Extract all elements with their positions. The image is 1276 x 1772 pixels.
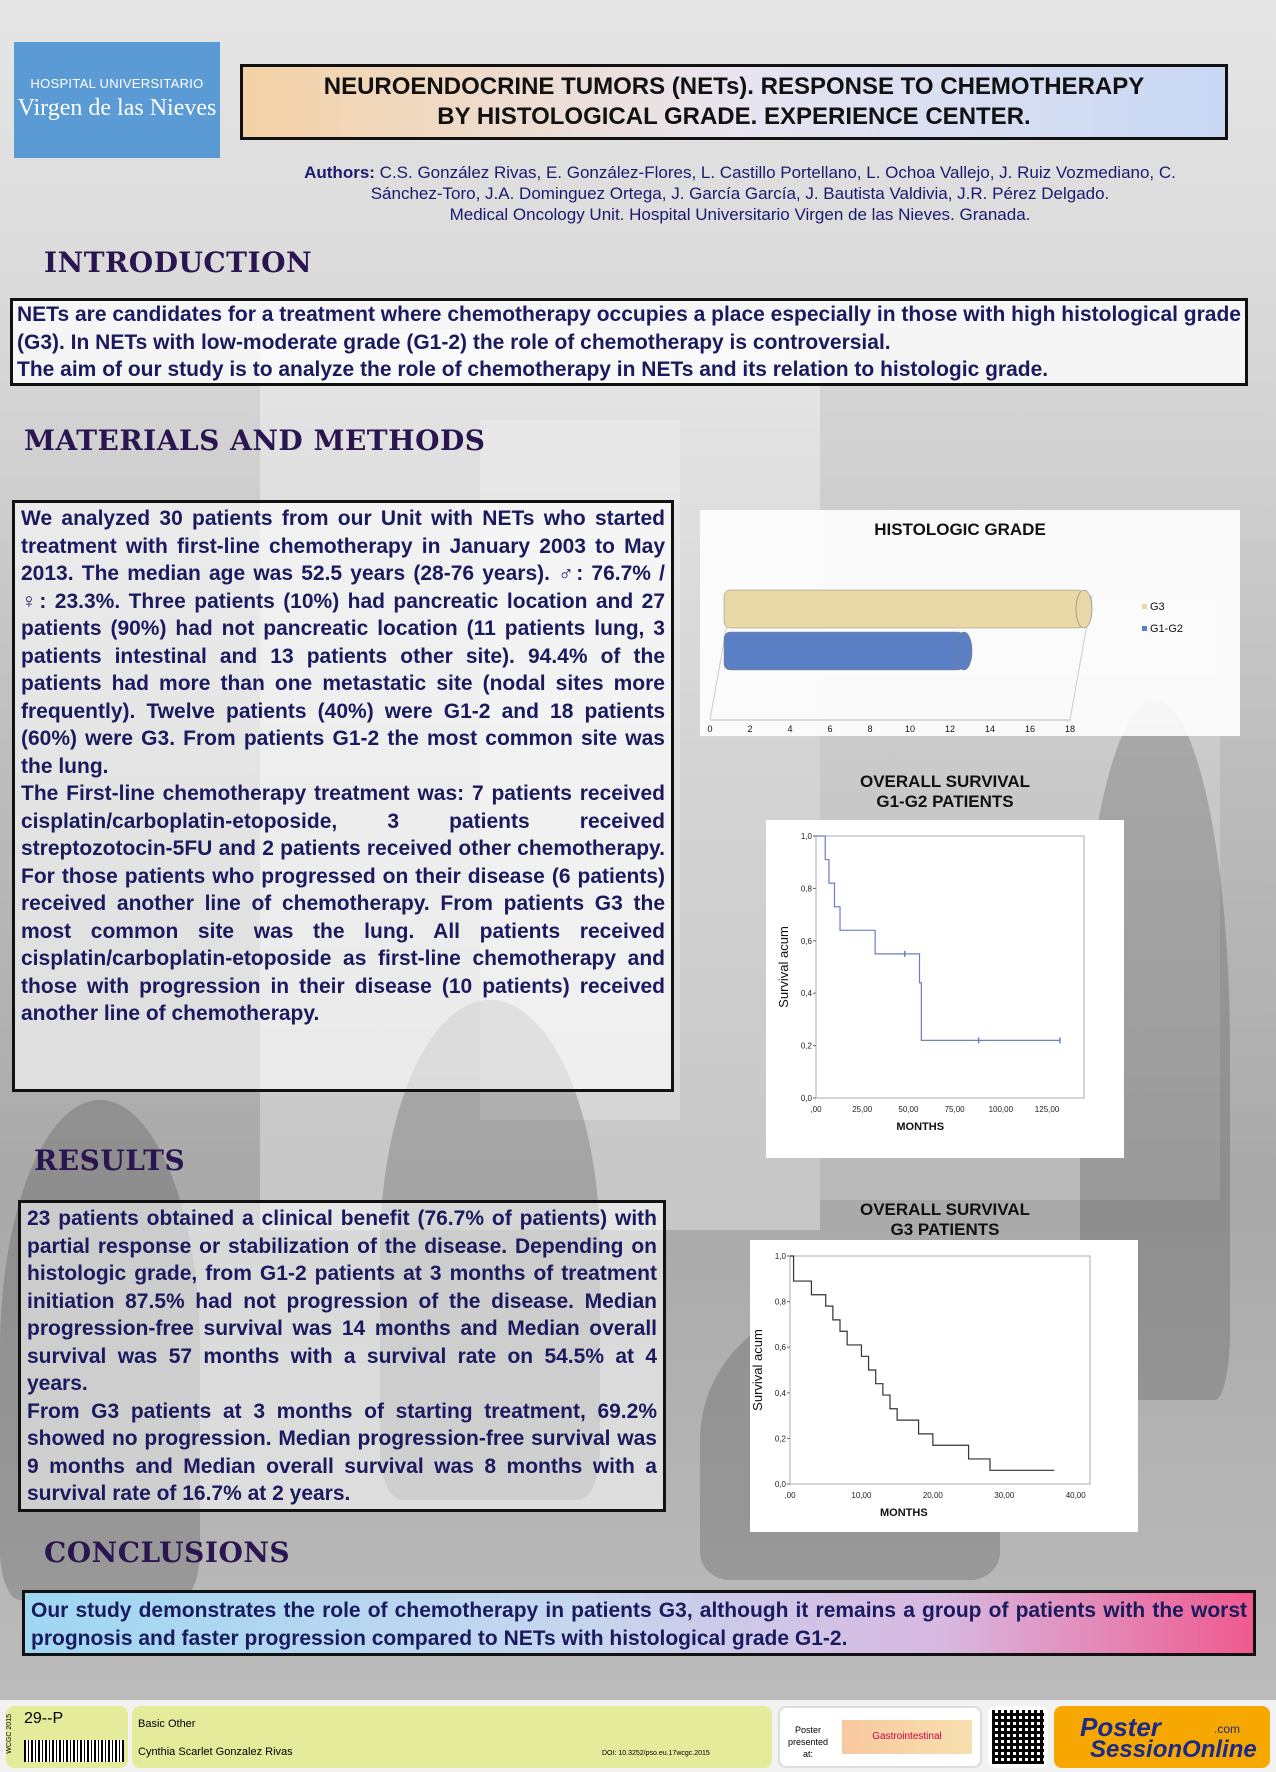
presented-label-1: Poster xyxy=(794,1725,821,1735)
chart2-svg xyxy=(766,820,1124,1158)
methods-paragraph-1: We analyzed 30 patients from our Unit with NETs who started treatment with first-line chemotherapy in January 2003 to May 2013. The median age was 52.5 years (28-76 years). ♂: 76.7% / ♀: 23.3%. Three patients (10%) had pancreatic location and 27 patients (90%) had not pancreatic location (11 patients lung, 3 patients intestinal and 13 patients other site). 94.4% of the patients had more than one metastatic site (nodal sites more frequently). Twelve patients (40%) were G1-2 and 18 patients (60%) were G3. From patients G1-2 the most common site was the lung. xyxy=(21,507,665,778)
category: Basic Other xyxy=(138,1718,196,1730)
congress-logo: Gastrointestinal xyxy=(842,1720,972,1754)
chart2-title-line2: G1-G2 PATIENTS xyxy=(876,792,1014,811)
chart1-x-tick: 2 xyxy=(747,724,753,734)
x-tick-label: 100,00 xyxy=(988,1105,1014,1114)
chart3-title-line1: OVERALL SURVIVAL xyxy=(859,1200,1031,1219)
pso-brand2: SessionOnline xyxy=(1090,1736,1257,1763)
authors-block xyxy=(270,162,1210,225)
barcode-icon xyxy=(24,1740,124,1762)
authors-line2: Sánchez-Toro, J.A. Dominguez Ortega, J. García García, J. Bautista Valdivia, J.R. Pérez Delgado. xyxy=(370,184,1110,203)
chart3-title xyxy=(820,1200,1070,1240)
pso-brand1: Poster xyxy=(1080,1712,1161,1742)
y-tick-label: 1,0 xyxy=(800,832,812,841)
plot-frame xyxy=(816,836,1084,1098)
heading-methods: MATERIALS AND METHODS xyxy=(24,424,486,457)
presented-label-2: presented at: xyxy=(787,1737,829,1759)
chart1-legend-swatch xyxy=(1142,626,1147,631)
x-axis-label: MONTHS xyxy=(896,1121,945,1133)
x-tick-label: 75,00 xyxy=(944,1105,965,1114)
chart1-bar-body xyxy=(724,590,1084,628)
os-g3-chart xyxy=(750,1240,1138,1532)
side-code: WCGC 2015 xyxy=(6,1714,13,1754)
chart1-bar-cap xyxy=(1076,590,1092,628)
chart1-x-tick: 12 xyxy=(944,724,956,734)
chart1-x-tick: 14 xyxy=(984,724,996,734)
chart1-x-tick: 16 xyxy=(1024,724,1036,734)
chart1-x-tick: 4 xyxy=(787,724,793,734)
hospital-logo xyxy=(14,42,220,158)
chart3-svg xyxy=(750,1240,1138,1532)
x-tick-label: ,00 xyxy=(784,1491,796,1500)
chart3-title-line2: G3 PATIENTS xyxy=(890,1220,1000,1239)
footer-id-box xyxy=(6,1706,128,1768)
chart1-bar-cap xyxy=(956,632,972,670)
chart1-x-tick: 8 xyxy=(867,724,873,734)
chart1-title: HISTOLOGIC GRADE xyxy=(874,520,1046,539)
y-tick-label: 0,6 xyxy=(774,1343,786,1353)
poster-session-online-logo[interactable] xyxy=(1054,1706,1270,1768)
chart1-x-tick: 0 xyxy=(707,724,713,734)
x-tick-label: ,00 xyxy=(810,1105,822,1114)
heading-introduction: INTRODUCTION xyxy=(44,246,313,279)
y-tick-label: 0,8 xyxy=(800,884,812,894)
chart1-bar-body xyxy=(724,632,964,670)
y-axis-label: Survival acum xyxy=(750,1329,765,1411)
chart1-bar-G1-G2 xyxy=(724,632,972,670)
logo-line2: Virgen de las Nieves xyxy=(17,95,217,121)
y-tick-label: 0,6 xyxy=(800,936,812,946)
qr-code-icon[interactable] xyxy=(988,1706,1048,1768)
intro-paragraph-2: The aim of our study is to analyze the role of chemotherapy in NETs and its relation to histologic grade. xyxy=(17,358,1049,381)
authors-line1: C.S. González Rivas, E. González-Flores, L. Castillo Portellano, L. Ochoa Vallejo, J. Ruiz Vozmediano, C. xyxy=(379,163,1176,182)
x-tick-label: 20,00 xyxy=(922,1491,943,1500)
poster-title xyxy=(240,64,1228,140)
results-text xyxy=(18,1200,666,1512)
affiliation: Medical Oncology Unit. Hospital Universitario Virgen de las Nieves. Granada. xyxy=(449,205,1031,224)
y-tick-label: 0,0 xyxy=(800,1094,812,1103)
y-tick-label: 0,2 xyxy=(774,1434,786,1444)
intro-paragraph-1: NETs are candidates for a treatment where chemotherapy occupies a place especially in those with high histological grade (G3). In NETs with low-moderate grade (G1-2) the role of chemotherapy is controversial. xyxy=(17,303,1241,354)
x-tick-label: 40,00 xyxy=(1065,1491,1086,1500)
x-tick-label: 10,00 xyxy=(851,1491,872,1500)
chart1-svg xyxy=(700,510,1240,736)
heading-results: RESULTS xyxy=(34,1144,186,1177)
chart1-legend-label: G3 xyxy=(1150,601,1165,613)
histologic-grade-chart xyxy=(700,510,1240,736)
x-tick-label: 125,00 xyxy=(1034,1105,1060,1114)
x-tick-label: 50,00 xyxy=(898,1105,919,1114)
os-g1g2-chart xyxy=(766,820,1124,1158)
x-tick-label: 25,00 xyxy=(852,1105,873,1114)
chart1-bar-G3 xyxy=(724,590,1092,628)
chart1-x-tick: 18 xyxy=(1064,724,1076,734)
chart1-x-tick: 6 xyxy=(827,724,833,734)
plot-frame xyxy=(790,1256,1090,1484)
chart1-legend-swatch xyxy=(1142,604,1147,609)
y-tick-label: 0,4 xyxy=(800,989,812,999)
title-line2: BY HISTOLOGICAL GRADE. EXPERIENCE CENTER. xyxy=(437,103,1031,130)
pso-com: .com xyxy=(1214,1722,1241,1736)
chart2-title-line1: OVERALL SURVIVAL xyxy=(859,772,1031,791)
x-tick-label: 30,00 xyxy=(994,1491,1015,1500)
y-tick-label: 0,8 xyxy=(774,1297,786,1307)
chart1-legend-label: G1-G2 xyxy=(1150,623,1184,635)
footer-info-box xyxy=(132,1706,772,1768)
heading-conclusions: CONCLUSIONS xyxy=(44,1536,291,1569)
logo-line1: HOSPITAL UNIVERSITARIO xyxy=(30,76,204,91)
y-tick-label: 0,4 xyxy=(774,1388,786,1398)
presented-label xyxy=(786,1724,830,1760)
author-name: Cynthia Scarlet Gonzalez Rivas xyxy=(138,1746,293,1758)
results-paragraph-2: From G3 patients at 3 months of starting treatment, 69.2% showed no progression. Median progression-free survival was 9 months and Median overall survival was 8 months with a survival rate of 16.7% at 2 years. xyxy=(27,1399,657,1505)
x-axis-label: MONTHS xyxy=(880,1507,928,1519)
y-tick-label: 0,2 xyxy=(800,1041,812,1051)
methods-text xyxy=(12,500,674,1092)
introduction-text xyxy=(10,298,1248,386)
methods-paragraph-2: The First-line chemotherapy treatment was: 7 patients received cisplatin/carboplatin-etoposide, 3 patients received streptozotocin-5FU and 2 patients received other chemotherapy. For those patients who progressed on their disease (6 patients) received another line of chemotherapy. From patients G3 the most common site was the lung. All patients received cisplatin/carboplatin-etoposide as first-line chemotherapy and those with progression in their disease (10 patients) received another line of chemotherapy. xyxy=(21,782,665,1025)
presented-at-box xyxy=(778,1706,982,1768)
y-tick-label: 0,0 xyxy=(774,1480,786,1489)
results-paragraph-1: 23 patients obtained a clinical benefit (76.7% of patients) with partial response or stabilization of the disease. Depending on histologic grade, from G1-2 patients at 3 months of treatment initiation 87.5% had not progression of the disease. Median progression-free survival was 14 months and Median overall survival was 57 months with a survival rate on 54.5% at 4 years. xyxy=(27,1207,657,1395)
doi: DOI: 10.3252/pso.eu.17wcgc.2015 xyxy=(602,1750,710,1757)
y-tick-label: 1,0 xyxy=(774,1252,786,1261)
chart2-title xyxy=(820,772,1070,812)
title-line1: NEUROENDOCRINE TUMORS (NETs). RESPONSE TO CHEMOTHERAPY xyxy=(323,73,1145,100)
chart1-x-tick: 10 xyxy=(904,724,916,734)
authors-label: Authors: xyxy=(304,163,375,182)
conclusions-text: Our study demonstrates the role of chemotherapy in patients G3, although it remains a group of patients with the worst prognosis and faster progression compared to NETs with histological grade G1-2. xyxy=(22,1590,1256,1656)
poster-id: 29--P xyxy=(24,1710,64,1727)
y-axis-label: Survival acum xyxy=(776,926,791,1008)
